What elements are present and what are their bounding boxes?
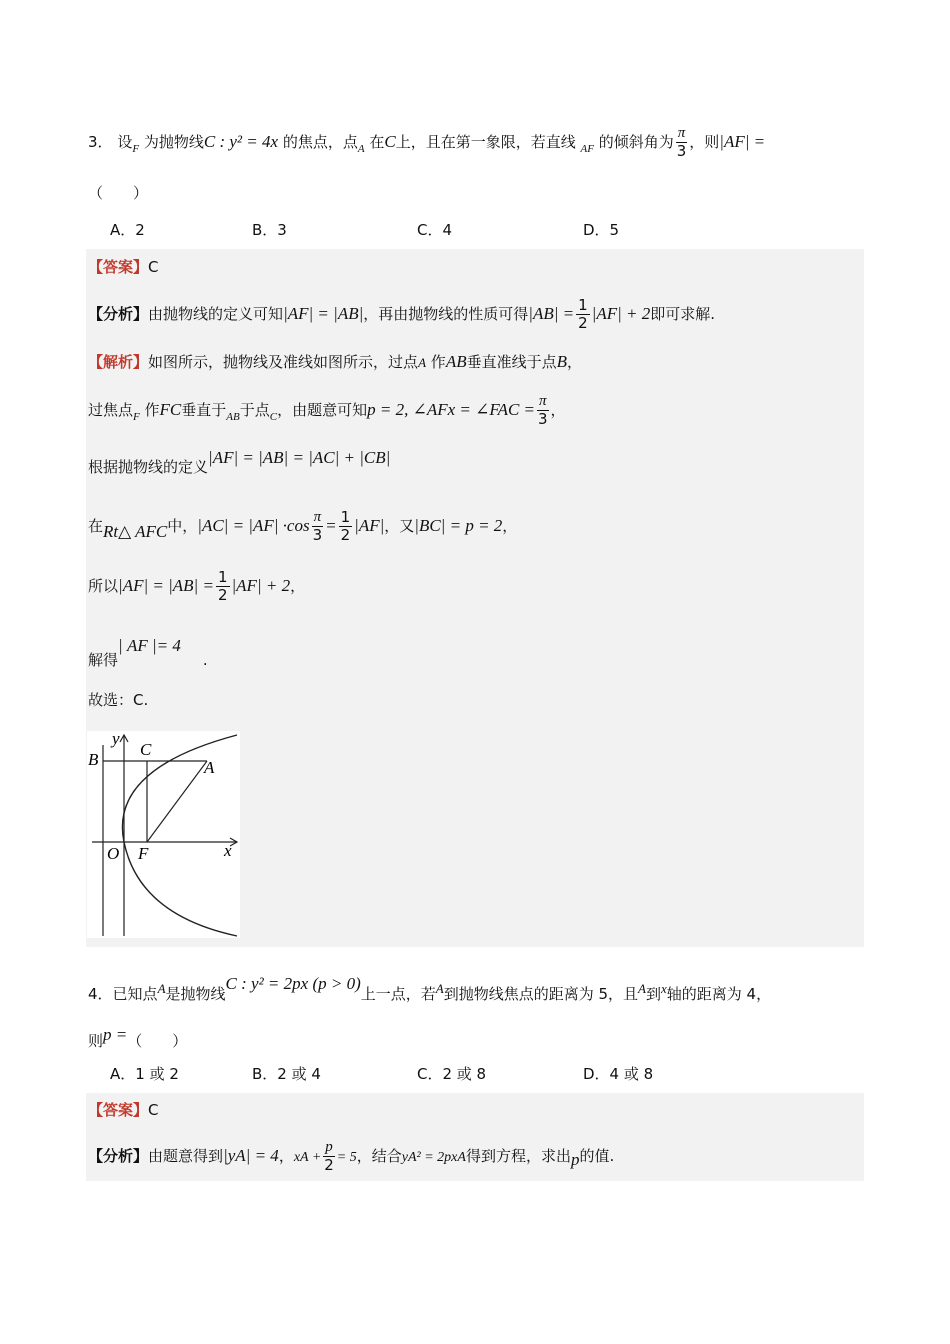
fig-label-b: B (88, 750, 99, 769)
fig-label-y: y (112, 731, 120, 748)
q3-solution-4: 在Rt△ AFC中，|AC| = |AF| ·cos $\frac{\pi}{3}$ = $\frac{1}{2}$ |AF|，又|BC| = p = 2， (88, 508, 518, 544)
q3-answer: 【答案】C (88, 258, 159, 276)
q3-solution-2: 过焦点$_F$ 作FC垂直于$_{AB}$于点$_C$，由题意可知p = 2, ∠AFx = ∠FAC = $\frac{\pi}{3}$ ， (88, 393, 566, 428)
q3-solution-7: 故选：C. (88, 691, 149, 709)
q3-paren: （ ） (88, 184, 149, 202)
q3-stem: 3． 设$_F$ 为抛物线C : y² = 4x 的焦点，点$_A$ 在C上，且在第一象限，若直线 $_{AF}$ 的倾斜角为 $\frac{\pi}{3}$ ，则|AF| = (88, 125, 766, 160)
q4-option-b: B．2 或 4 (252, 1065, 321, 1083)
q4-option-c: C．2 或 8 (417, 1065, 487, 1083)
q4-answer-value: C (148, 1101, 159, 1119)
fig-label-f: F (138, 844, 149, 863)
q4-analysis: 【分析】由题意得到|yA| = 4，xA + $\frac{p}{2}$ = 5，结合yA² = 2pxA得到方程，求出p的值. (88, 1139, 615, 1174)
q3-solution-5: 所以|AF| = |AB| = $\frac{1}{2}$ |AF| + 2， (88, 568, 306, 604)
q4-stem: 4．已知点A是抛物线C : y² = 2px (p > 0)上一点，若A到抛物线焦点的距离为 5，且A到x轴的距离为 4， (88, 974, 772, 1003)
q3-solution-6: 解得| AF |= 4. (88, 636, 208, 669)
q3-solution-1: 【解析】如图所示，抛物线及准线如图所示，过点A 作AB垂直准线于点B， (88, 352, 583, 371)
q4-answer: 【答案】C (88, 1101, 159, 1119)
angle-fraction: $\frac{\pi}{3}$ (676, 125, 687, 160)
fig-label-x: x (224, 841, 232, 860)
q4-option-a: A．1 或 2 (110, 1065, 179, 1083)
q3-option-a: A．2 (110, 221, 145, 239)
q3-analysis: 【分析】由抛物线的定义可知|AF| = |AB|，再由抛物线的性质可得|AB| = $\frac{1}{2}$ |AF| + 2即可求解. (88, 296, 716, 332)
q4-number: 4． (88, 985, 113, 1003)
fig-label-c: C (140, 740, 152, 759)
q3-option-b: B．3 (252, 221, 287, 239)
q3-number: 3． (88, 133, 113, 151)
q4-stem-2: 则p =（ ） (88, 1025, 188, 1050)
fig-label-o: O (107, 844, 120, 863)
q4-option-d: D．4 或 8 (583, 1065, 654, 1083)
fig-label-a: A (204, 758, 215, 777)
q3-option-c: C．4 (417, 221, 453, 239)
q3-answer-value: C (148, 258, 159, 276)
parabola-figure (87, 731, 240, 938)
q3-option-d: D．5 (583, 221, 620, 239)
q3-solution-3: 根据抛物线的定义|AF| = |AB| = |AC| + |CB| (88, 448, 391, 476)
